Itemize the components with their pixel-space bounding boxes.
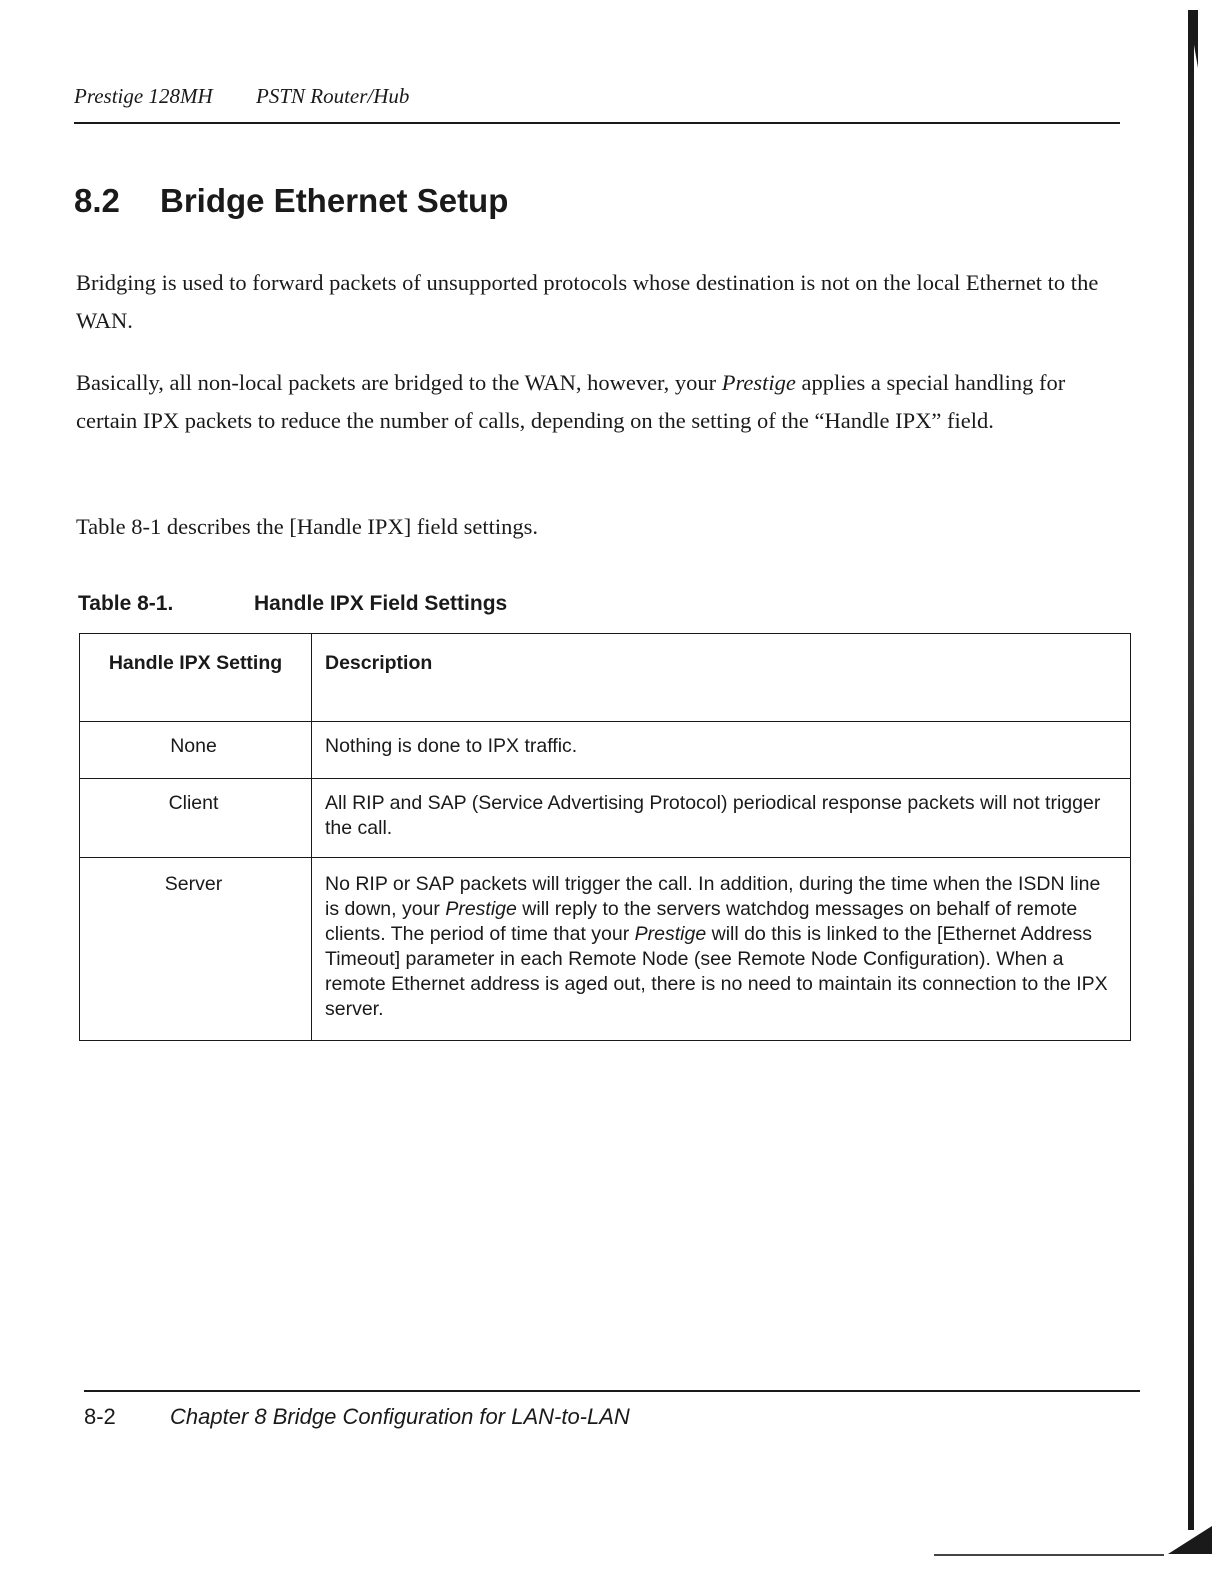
description-cell <box>312 858 1131 1041</box>
description-cell: Nothing is done to IPX traffic. <box>312 722 1131 779</box>
chapter-label: Chapter 8 <box>170 1404 267 1429</box>
setting-cell: Server <box>80 858 312 1041</box>
paragraph-text: applies a special handling for certain IPX packets to reduce the number of calls, depending on the setting of the “Handle IPX” field. <box>76 370 1066 433</box>
column-header-description: Description <box>312 634 1131 722</box>
product-name-emphasis: Prestige <box>445 898 517 920</box>
section-number: 8.2 <box>74 182 120 219</box>
page-number: 8-2 <box>84 1404 116 1429</box>
column-header-setting: Handle IPX Setting <box>80 634 312 722</box>
description-text: will do this is linked to the [Ethernet Address Timeout] parameter in each Remote Node (see Remote Node Configuration). When a remote Ethernet address is aged out, there is no need to maintain its connection to the IPX server. <box>325 923 1108 1020</box>
table-caption-title: Handle IPX Field Settings <box>254 592 508 615</box>
chapter-title: Bridge Configuration for LAN-to-LAN <box>272 1404 630 1429</box>
product-name-emphasis: Prestige <box>634 923 707 945</box>
paragraph-bridging-intro: Bridging is used to forward packets of unsupported protocols whose destination is not on the local Ethernet to the WAN. <box>76 270 1099 333</box>
description-cell: All RIP and SAP (Service Advertising Protocol) periodical response packets will not trigger the call. <box>312 779 1131 858</box>
table-header-row <box>80 634 1131 722</box>
scan-binding-edge <box>1188 10 1194 1530</box>
section-heading <box>74 182 508 220</box>
running-header <box>74 84 1120 124</box>
paragraph-text: Basically, all non-local packets are bridged to the WAN, however, your <box>76 370 722 395</box>
section-title: Bridge Ethernet Setup <box>160 182 509 219</box>
description-text: No RIP or SAP packets will trigger the call. In addition, during the time when the ISDN line is down, your <box>325 873 1101 920</box>
running-footer <box>84 1390 1140 1430</box>
paragraph-ipx-handling <box>76 364 1126 440</box>
table-row <box>80 722 1131 779</box>
handle-ipx-table <box>79 633 1131 1041</box>
table-caption <box>78 592 507 616</box>
table-caption-number: Table 8-1. <box>78 592 174 615</box>
description-text: will reply to the servers watchdog messages on behalf of remote clients. The period of time that your <box>325 898 1078 945</box>
product-name-emphasis: Prestige <box>721 370 796 395</box>
header-product-type: PSTN Router/Hub <box>256 84 410 108</box>
setting-cell: None <box>80 722 312 779</box>
scan-artifact-line <box>934 1554 1164 1556</box>
scan-corner-mark <box>1168 1526 1212 1554</box>
table-row <box>80 779 1131 858</box>
table-row <box>80 858 1131 1041</box>
scan-edge-notch <box>1188 10 1198 68</box>
paragraph-table-reference: Table 8-1 describes the [Handle IPX] field settings. <box>76 514 539 539</box>
header-product-name: Prestige 128MH <box>74 84 213 108</box>
setting-cell: Client <box>80 779 312 858</box>
